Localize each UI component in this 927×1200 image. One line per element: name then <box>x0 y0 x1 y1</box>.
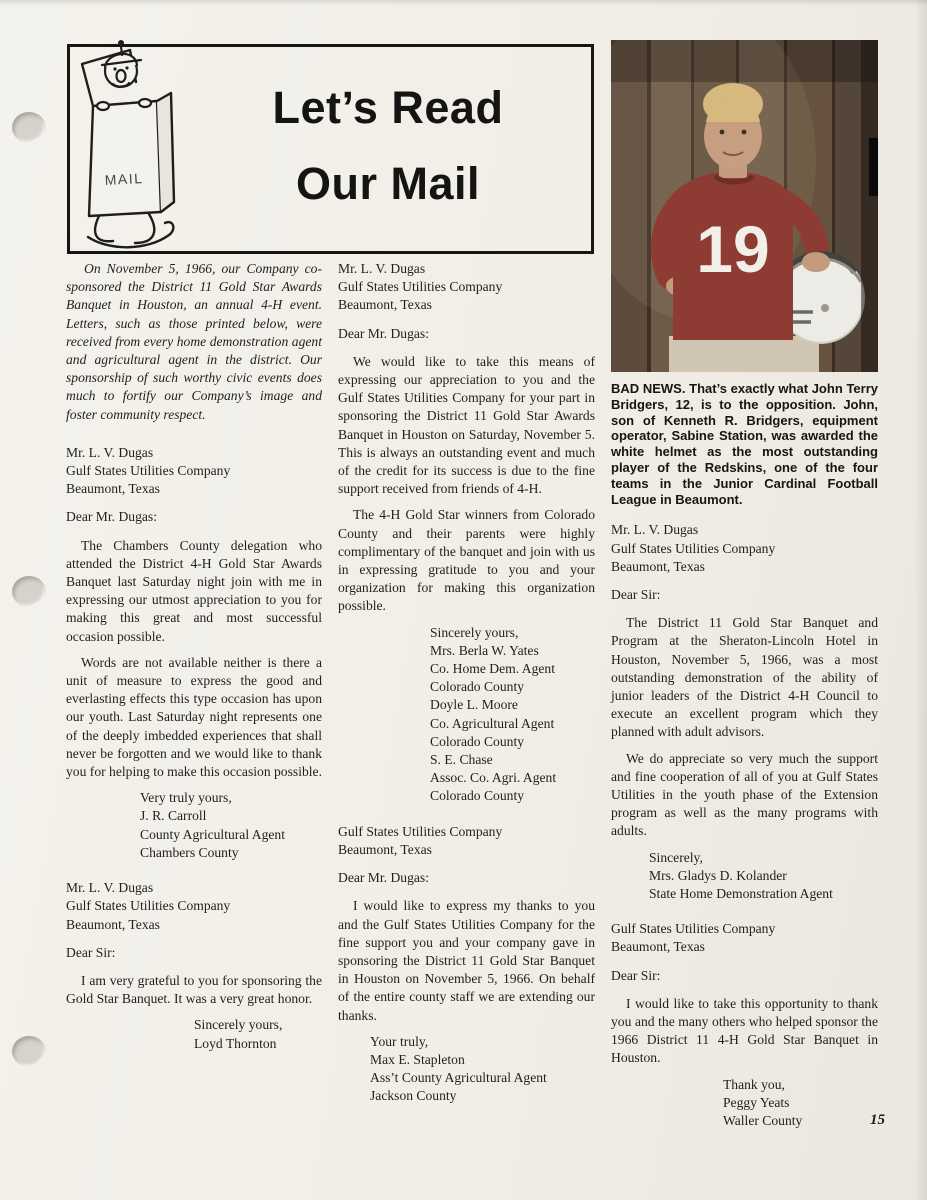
letter-closing <box>723 1076 878 1131</box>
closing-line: County Agricultural Agent <box>140 826 285 842</box>
hole-punch <box>12 112 46 143</box>
column-left <box>66 260 322 1053</box>
closing-line: Doyle L. Moore <box>430 697 518 713</box>
letter <box>611 521 878 903</box>
address-line: Beaumont, Texas <box>338 297 432 313</box>
letter-address <box>611 920 878 956</box>
closing-line: Waller County <box>723 1113 803 1129</box>
photo-caption: BAD NEWS. That’s exactly what John Terry Bridgers, 12, is to the opposition. John, son of Kenneth R. Bridgers, equipment operator, Sabine Station, was awarded the white helmet as the most outstanding player of the Redskins, one of the four teams in the Junior Cardinal Football League in Beaumont. <box>611 381 878 507</box>
address-line: Beaumont, Texas <box>66 481 160 497</box>
letter-paragraph: The District 11 Gold Star Banquet and Program at the Sheraton-Lincoln Hotel in Houston, November 5, 1966, was a most outstanding demonstration of the ability of junior leaders of the District 4-H Council to execute an excellent program which they planned with adult advisors. <box>611 615 878 740</box>
letters-column-2 <box>338 260 595 1106</box>
hole-punch <box>12 1036 46 1067</box>
closing-line: Colorado County <box>430 733 525 749</box>
closing-line: Chambers County <box>140 844 239 860</box>
address-line: Beaumont, Texas <box>611 558 705 574</box>
letter-address <box>338 260 595 315</box>
letter-paragraph: We would like to take this means of expressing our appreciation to you and the Gulf States Utilities Company for your part in sponsoring the District 11 Gold Star Awards Banquet in Houston on Saturday, November 5. This is always an outstanding event and much of the credit for its success is due to the fine support received from friends of 4-H. <box>338 353 595 497</box>
letter-address <box>66 879 322 934</box>
letter-closing <box>140 789 322 862</box>
page-title-line2: Our Mail <box>295 158 481 209</box>
address-line: Gulf States Utilities Company <box>66 898 231 914</box>
letter-closing <box>370 1033 595 1106</box>
closing-line: Assoc. Co. Agri. Agent <box>430 770 557 786</box>
letter <box>611 920 878 1130</box>
closing-line: Co. Agricultural Agent <box>430 715 555 731</box>
scan-edge-shade-top <box>0 0 927 6</box>
editor-intro-paragraph: On November 5, 1966, our Company co-sponsored the District 11 Gold Star Awards Banquet in Houston, an annual 4-H event. Letters, such as those printed below, were received from every home demonstration agent and agricultural agent in the district. Our sponsorship of such worthy civic events does much to fortify our Company’s image and foster community respect. <box>66 261 322 422</box>
letter-paragraph: I am very grateful to you for sponsoring the Gold Star Banquet. It was a very great honor. <box>66 972 322 1007</box>
letter-paragraph: The Chambers County delegation who attended the District 4-H Gold Star Awards Banquet last Saturday night join with me in expressing our utmost appreciation to you for making this great and most successful occasion possible. <box>66 537 322 644</box>
letter <box>66 444 322 862</box>
letter-salutation: Dear Sir: <box>66 944 116 960</box>
closing-line: State Home Demonstration Agent <box>649 886 833 902</box>
closing-line: Co. Home Dem. Agent <box>430 661 555 677</box>
closing-line: Max E. Stapleton <box>370 1051 465 1067</box>
closing-line: Peggy Yeats <box>723 1094 790 1110</box>
letter <box>338 260 595 806</box>
letter <box>338 823 595 1106</box>
letter-salutation: Dear Mr. Dugas: <box>66 509 157 525</box>
page-number: 15 <box>870 1112 885 1128</box>
letter-paragraph: Words are not available neither is there a unit of measure to express the good and everlasting effects this type occasion has upon our youth. Last Saturday night represents one of the deeply imbedded experiences that shall never be forgotten and we would like to thank you for helping to make this occasion possible. <box>66 654 322 780</box>
address-line: Beaumont, Texas <box>66 916 160 932</box>
letter-salutation: Dear Mr. Dugas: <box>338 325 429 341</box>
address-line: Beaumont, Texas <box>338 841 432 857</box>
letter-paragraph: We do appreciate so very much the support and fine cooperation of all of you at Gulf States Utilities in the youth phase of the Extension program as well as the many programs with adults. <box>611 750 878 839</box>
address-line: Gulf States Utilities Company <box>338 279 503 295</box>
closing-line: Mrs. Gladys D. Kolander <box>649 867 787 883</box>
closing-line: J. R. Carroll <box>140 808 207 824</box>
closing-line: Jackson County <box>370 1088 457 1104</box>
address-line: Mr. L. V. Dugas <box>66 444 154 460</box>
letter-paragraph: I would like to take this opportunity to thank you and the many others who helped sponsor the 1966 District 11 4-H Gold Star Banquet in Houston. <box>611 995 878 1066</box>
letter <box>66 879 322 1053</box>
letter-closing <box>649 849 878 904</box>
closing-line: Thank you, <box>723 1076 785 1092</box>
closing-line: Sincerely yours, <box>194 1017 283 1033</box>
address-line: Mr. L. V. Dugas <box>338 261 426 276</box>
letter-paragraph: The 4-H Gold Star winners from Colorado County and their parents were highly complimentary of the banquet and join with us in expressing gratitude to you and your organization for making this organization possible. <box>338 507 595 614</box>
address-line: Beaumont, Texas <box>611 939 705 955</box>
letter-address <box>338 823 595 859</box>
closing-line: Sincerely, <box>649 849 703 865</box>
page-title-line1: Let’s Read <box>272 82 504 133</box>
hole-punch <box>12 576 46 607</box>
letters-column-3 <box>611 521 878 1130</box>
address-line: Mr. L. V. Dugas <box>611 522 699 538</box>
closing-line: S. E. Chase <box>430 752 493 768</box>
letter-address <box>66 444 322 499</box>
letter-paragraph: I would like to express my thanks to you and the Gulf States Utilities Company for the fine support you and your company gave in sponsoring the District 11 Gold Star Banquet in Houston on November 5, 1966. On behalf of the entire county staff we are extending our thanks. <box>338 898 595 1023</box>
address-line: Mr. L. V. Dugas <box>66 880 154 896</box>
letter-salutation: Dear Sir: <box>611 967 661 983</box>
address-line: Gulf States Utilities Company <box>338 823 503 839</box>
closing-line: Ass’t County Agricultural Agent <box>370 1070 547 1086</box>
closing-line: Your truly, <box>370 1033 429 1049</box>
letter-closing <box>194 1016 322 1052</box>
closing-line: Loyd Thornton <box>194 1035 277 1051</box>
jersey-number: 19 <box>696 212 770 286</box>
closing-line: Mrs. Berla W. Yates <box>430 642 539 658</box>
address-line: Gulf States Utilities Company <box>66 463 231 479</box>
page-title <box>196 70 580 222</box>
column-right <box>611 40 878 1130</box>
closing-line: Colorado County <box>430 679 525 695</box>
letter-address <box>611 521 878 576</box>
closing-line: Colorado County <box>430 788 525 804</box>
closing-line: Sincerely yours, <box>430 624 519 640</box>
mailbox-label: MAIL <box>104 169 144 188</box>
column-middle <box>338 260 595 1106</box>
letter-salutation: Dear Mr. Dugas: <box>338 870 429 886</box>
letter-salutation: Dear Sir: <box>611 586 661 602</box>
letters-column-1 <box>66 444 322 1053</box>
address-line: Gulf States Utilities Company <box>611 921 776 937</box>
scan-edge-shade-right <box>915 0 927 1200</box>
letter-closing <box>430 624 595 806</box>
address-line: Gulf States Utilities Company <box>611 540 776 556</box>
football-player-photo <box>611 40 878 372</box>
closing-line: Very truly yours, <box>140 790 232 806</box>
mailbox-cartoon-icon <box>68 30 188 256</box>
